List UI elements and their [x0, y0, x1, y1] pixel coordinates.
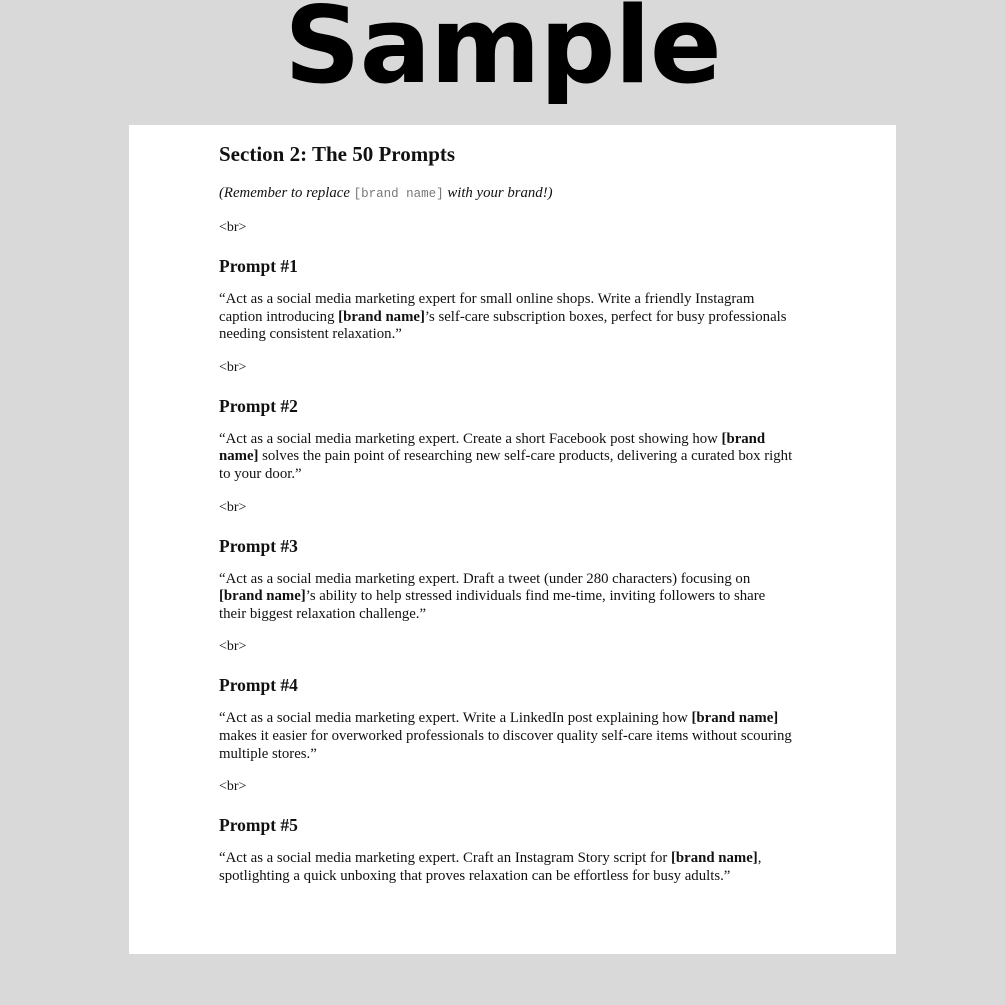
prompt-list: [219, 219, 814, 885]
prompt-line: [219, 466, 814, 484]
prompt-line: [219, 309, 814, 327]
prompt-line: [219, 448, 814, 466]
section-title: Section 2: The 50 Prompts: [219, 142, 456, 166]
prompt-line: [219, 291, 814, 309]
prompt-text-segment: “Act as a social media marketing expert. Draft a tweet (under 280 characters) focusing on: [219, 570, 751, 587]
prompt-line: [219, 850, 814, 868]
brand-name-placeholder: [brand name]: [691, 710, 779, 727]
note-text-before: (Remember to replace: [219, 185, 354, 201]
br-tag: <br>: [219, 220, 247, 235]
br-tag: <br>: [219, 639, 247, 655]
brand-name-placeholder: name]: [219, 448, 259, 465]
prompt-text: [219, 431, 814, 484]
prompt-title: Prompt #3: [219, 535, 298, 556]
prompt-line: [219, 571, 814, 589]
prompt-text-segment: spotlighting a quick unboxing that proves relaxation can be effortless for busy adults.”: [219, 867, 731, 884]
prompt-text-segment: ,: [757, 850, 762, 867]
replace-note: [219, 183, 814, 204]
brand-name-placeholder: [brand: [721, 430, 766, 447]
prompt-text-segment: “Act as a social media marketing expert. Write a LinkedIn post explaining how: [219, 710, 692, 727]
prompt-text-segment: caption introducing: [219, 308, 339, 325]
br-tag: <br>: [219, 359, 247, 375]
prompt-text-segment: needing consistent relaxation.”: [219, 326, 402, 343]
prompt-text: [219, 571, 814, 624]
prompt-text-segment: to your door.”: [219, 465, 302, 482]
prompt-text-segment: makes it easier for overworked professionals to discover quality self-care items without scouring: [219, 727, 792, 744]
prompt-text-segment: ’s self-care subscription boxes, perfect for busy professionals: [424, 308, 787, 325]
brand-name-placeholder: [brand name]: [670, 850, 758, 867]
prompt-text-segment: “Act as a social media marketing expert for small online shops. Write a friendly Instagram: [219, 291, 755, 307]
prompt-text: [219, 291, 814, 344]
note-code: [brand name]: [353, 187, 444, 201]
brand-name-placeholder: [brand name]: [219, 588, 306, 605]
prompt-title: Prompt #4: [219, 675, 298, 696]
prompt-title: Prompt #5: [219, 815, 298, 836]
prompt-text-segment: ’s ability to help stressed individuals find me-time, inviting followers to share: [305, 588, 766, 605]
prompt-text-segment: their biggest relaxation challenge.”: [219, 605, 427, 622]
prompt-text-segment: “Act as a social media marketing expert. Craft an Instagram Story script for: [219, 850, 671, 867]
prompt-text: [219, 710, 814, 763]
prompt-line: [219, 728, 814, 746]
prompt-line: [219, 868, 814, 886]
prompt-title: Prompt #2: [219, 395, 298, 416]
prompt-line: [219, 606, 814, 624]
prompt-text-segment: “Act as a social media marketing expert. Create a short Facebook post showing how: [219, 430, 722, 447]
brand-name-placeholder: [brand name]: [338, 308, 425, 325]
br-tag: <br>: [219, 499, 247, 515]
prompt-line: [219, 431, 814, 449]
document-content: [219, 141, 814, 885]
prompt-text-segment: solves the pain point of researching new self-care products, delivering a curated box right: [258, 448, 793, 465]
prompt-text: [219, 850, 814, 885]
document-page: [129, 125, 896, 954]
prompt-title: Prompt #1: [219, 256, 298, 276]
prompt-line: [219, 746, 814, 764]
prompt-line: [219, 710, 814, 728]
note-text-after: with your brand!): [443, 185, 553, 201]
prompt-line: [219, 326, 814, 344]
prompt-line: [219, 588, 814, 606]
sample-watermark: Sample: [284, 0, 721, 107]
prompt-text-segment: multiple stores.”: [219, 745, 317, 762]
br-tag: <br>: [219, 779, 247, 795]
